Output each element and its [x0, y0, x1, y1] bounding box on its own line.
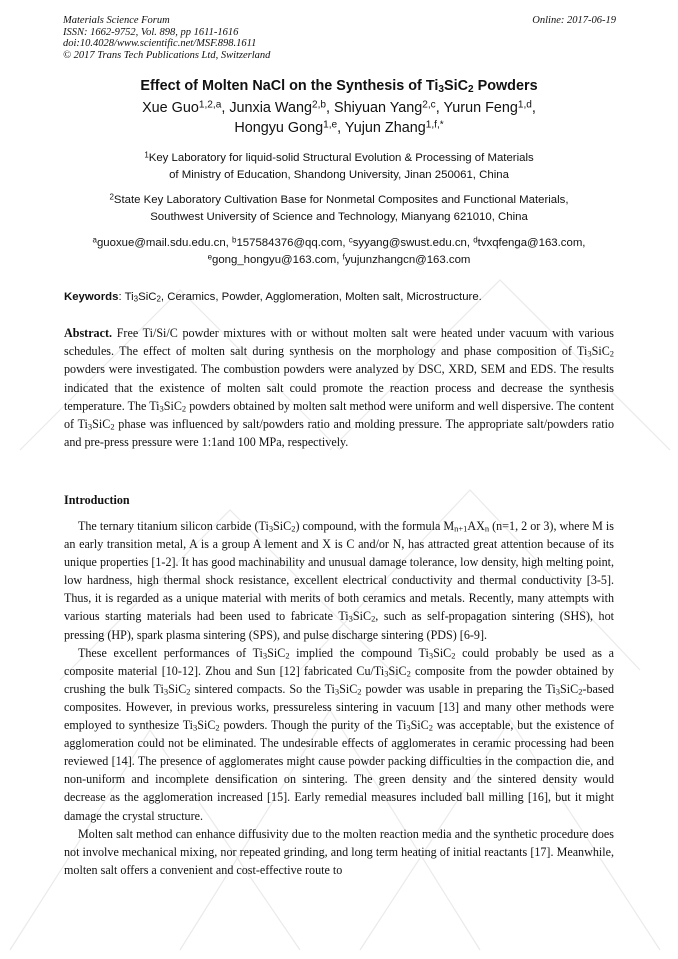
email-list: $^a$guoxue@mail.sdu.edu.cn, $^b$157584376@qq.com, $^c$syyang@swust.edu.cn, $^d$tvxqfenga@163.com, $^e$gong_hongyu@163.com, $^f$yujunzhangcn@163.com — [92, 235, 586, 266]
email-link[interactable]: gong_hongyu@163.com, — [212, 254, 340, 266]
author-name: Hongyu Gong — [234, 119, 324, 136]
doi-link[interactable]: doi:10.4028/www.scientific.net/MSF.898.1611 — [63, 38, 257, 50]
email-link[interactable]: guoxue@mail.sdu.edu.cn, — [96, 237, 229, 249]
paper-title: Effect of Molten NaCl on the Synthesis of $Ti_3SiC_2$ Powders — [140, 78, 538, 96]
journal-header — [63, 15, 270, 61]
paragraph: The ternary titanium silicon carbide $(Ti_3SiC_2)$ compound, with the formula $M_{n+1}AX_n$ (n=1, 2 or 3), where M is an early transition metal, A is a group A lement and X is C and/or N, has attracted great attention because of its unique properties [1-2]. It has good machinability and unusual damage tolerance, low density, high melting point, low hardness, high thermal shock resistance, excellent electrical conductivity and thermal conductivity [3-5]. Thus, it is regarded as a unique material with merits of both ceramics and metals. Recently, many attempts with various starting materials had been used to fabricate $Ti_3SiC_2$, such as self-propagation sintering (SHS), hot pressing (HP), spark plasma sintering (SPS), and pulse discharge sintering (PDS) [6-9]. — [64, 519, 615, 642]
copyright: © 2017 Trans Tech Publications Ltd, Switzerland — [63, 49, 271, 61]
email-link[interactable]: syyang@swust.edu.cn, — [352, 237, 471, 249]
affiliation-2: $^2$State Key Laboratory Cultivation Base for Nonmetal Composites and Functional Materials, Southwest University of Science and Technology, Mianyang 621010, China — [109, 192, 569, 223]
abstract: Abstract. Free Ti/Si/C powder mixtures with or without molten salt were heated under vacuum with various schedules. The effect of molten salt during synthesis on the morphology and phase composition of $Ti_3SiC_2$ powders were investigated. The combustion powders were analyzed by DSC, XRD, SEM and EDS. The results indicated that the existence of molten salt could promote the reaction process and decrease the synthesis temperature. The $Ti_3SiC_2$ powders obtained by molten salt method were uniform and well dispersive. The content of $Ti_3SiC_2$ phase was influenced by salt/powders ratio and molding pressure. The appropriate salt/powders ratio and pre-press pressure were 1:1and 100 MPa, respectively. — [64, 326, 614, 450]
keywords: Keywords: $Ti_3SiC_2$, Ceramics, Powder, Agglomeration, Molten salt, Microstructure. — [64, 291, 482, 304]
author-name: Junxia Wang — [229, 100, 312, 116]
paragraph: Molten salt method can enhance diffusivity due to the molten reaction media and the synthetic procedure does not involve mechanical mixing, nor repeated grinding, and long term heating of initial reactants [17]. Meanwhile, molten salt offers a convenient and cost-effective route to — [64, 826, 614, 877]
online-date: Online: 2017-06-19 — [532, 15, 616, 26]
affiliation-1: $^1$Key Laboratory for liquid-solid Structural Evolution & Processing of Materials of Ministry of Education, Shandong University, Jinan 250061, China — [144, 150, 534, 181]
author-list: Xue Guo$^{1,2,a}$, Junxia Wang$^{2,b}$, Shiyuan Yang$^{2,c}$, Yurun Feng$^{1,d}$, Hongyu Gong$^{1,e}$, Yujun Zhang$^{1,f,*}$ — [142, 99, 536, 136]
issn: ISSN: 1662-9752, Vol. 898, pp 1611-1616 — [63, 26, 239, 38]
author-name: Xue Guo — [142, 100, 199, 116]
author-name: Yurun Feng — [443, 100, 518, 116]
author-name: Yujun Zhang — [344, 119, 426, 136]
email-link[interactable]: 157584376@qq.com, — [236, 237, 346, 249]
journal-name: Materials Science Forum — [63, 15, 170, 26]
paragraph: These excellent performances of $Ti_3SiC_2$ implied the compound $Ti_3SiC_2$ could probably be used as a composite material [10-12]. Zhou and Sun [12] fabricated $Cu/Ti_3SiC_2$ composite from the powder obtained by crushing the bulk $Ti_3SiC_2$ sintered compacts. So the $Ti_3SiC_2$ powder was usable in preparing the $Ti_3SiC_2$-based composites. However, in previous works, pressureless sintering in vacuum [13] and many other methods were employed to synthesize $Ti_3SiC_2$ powders. Though the purity of the $Ti_3SiC_2$ was acceptable, but the existence of agglomeration could not be eliminated. The undesirable effects of agglomerates in ceramic processing had been reviewed [14]. The presence of agglomerates might cause powder packing difficulties in the compaction die, and non-uniform and incomplete densification on sintering. The green density and the sintered density would decrease as the agglomeration increased [15]. Early remedial measures included ball milling [16], but it might damage the crystal structure. — [64, 645, 614, 823]
abstract-label: Abstract. — [64, 326, 113, 340]
section-heading: Introduction — [64, 493, 130, 507]
introduction-body — [64, 517, 614, 879]
email-link[interactable]: tvxqfenga@163.com, — [477, 237, 586, 249]
email-link[interactable]: yujunzhangcn@163.com — [344, 254, 471, 266]
author-name: Shiyuan Yang — [333, 100, 423, 116]
